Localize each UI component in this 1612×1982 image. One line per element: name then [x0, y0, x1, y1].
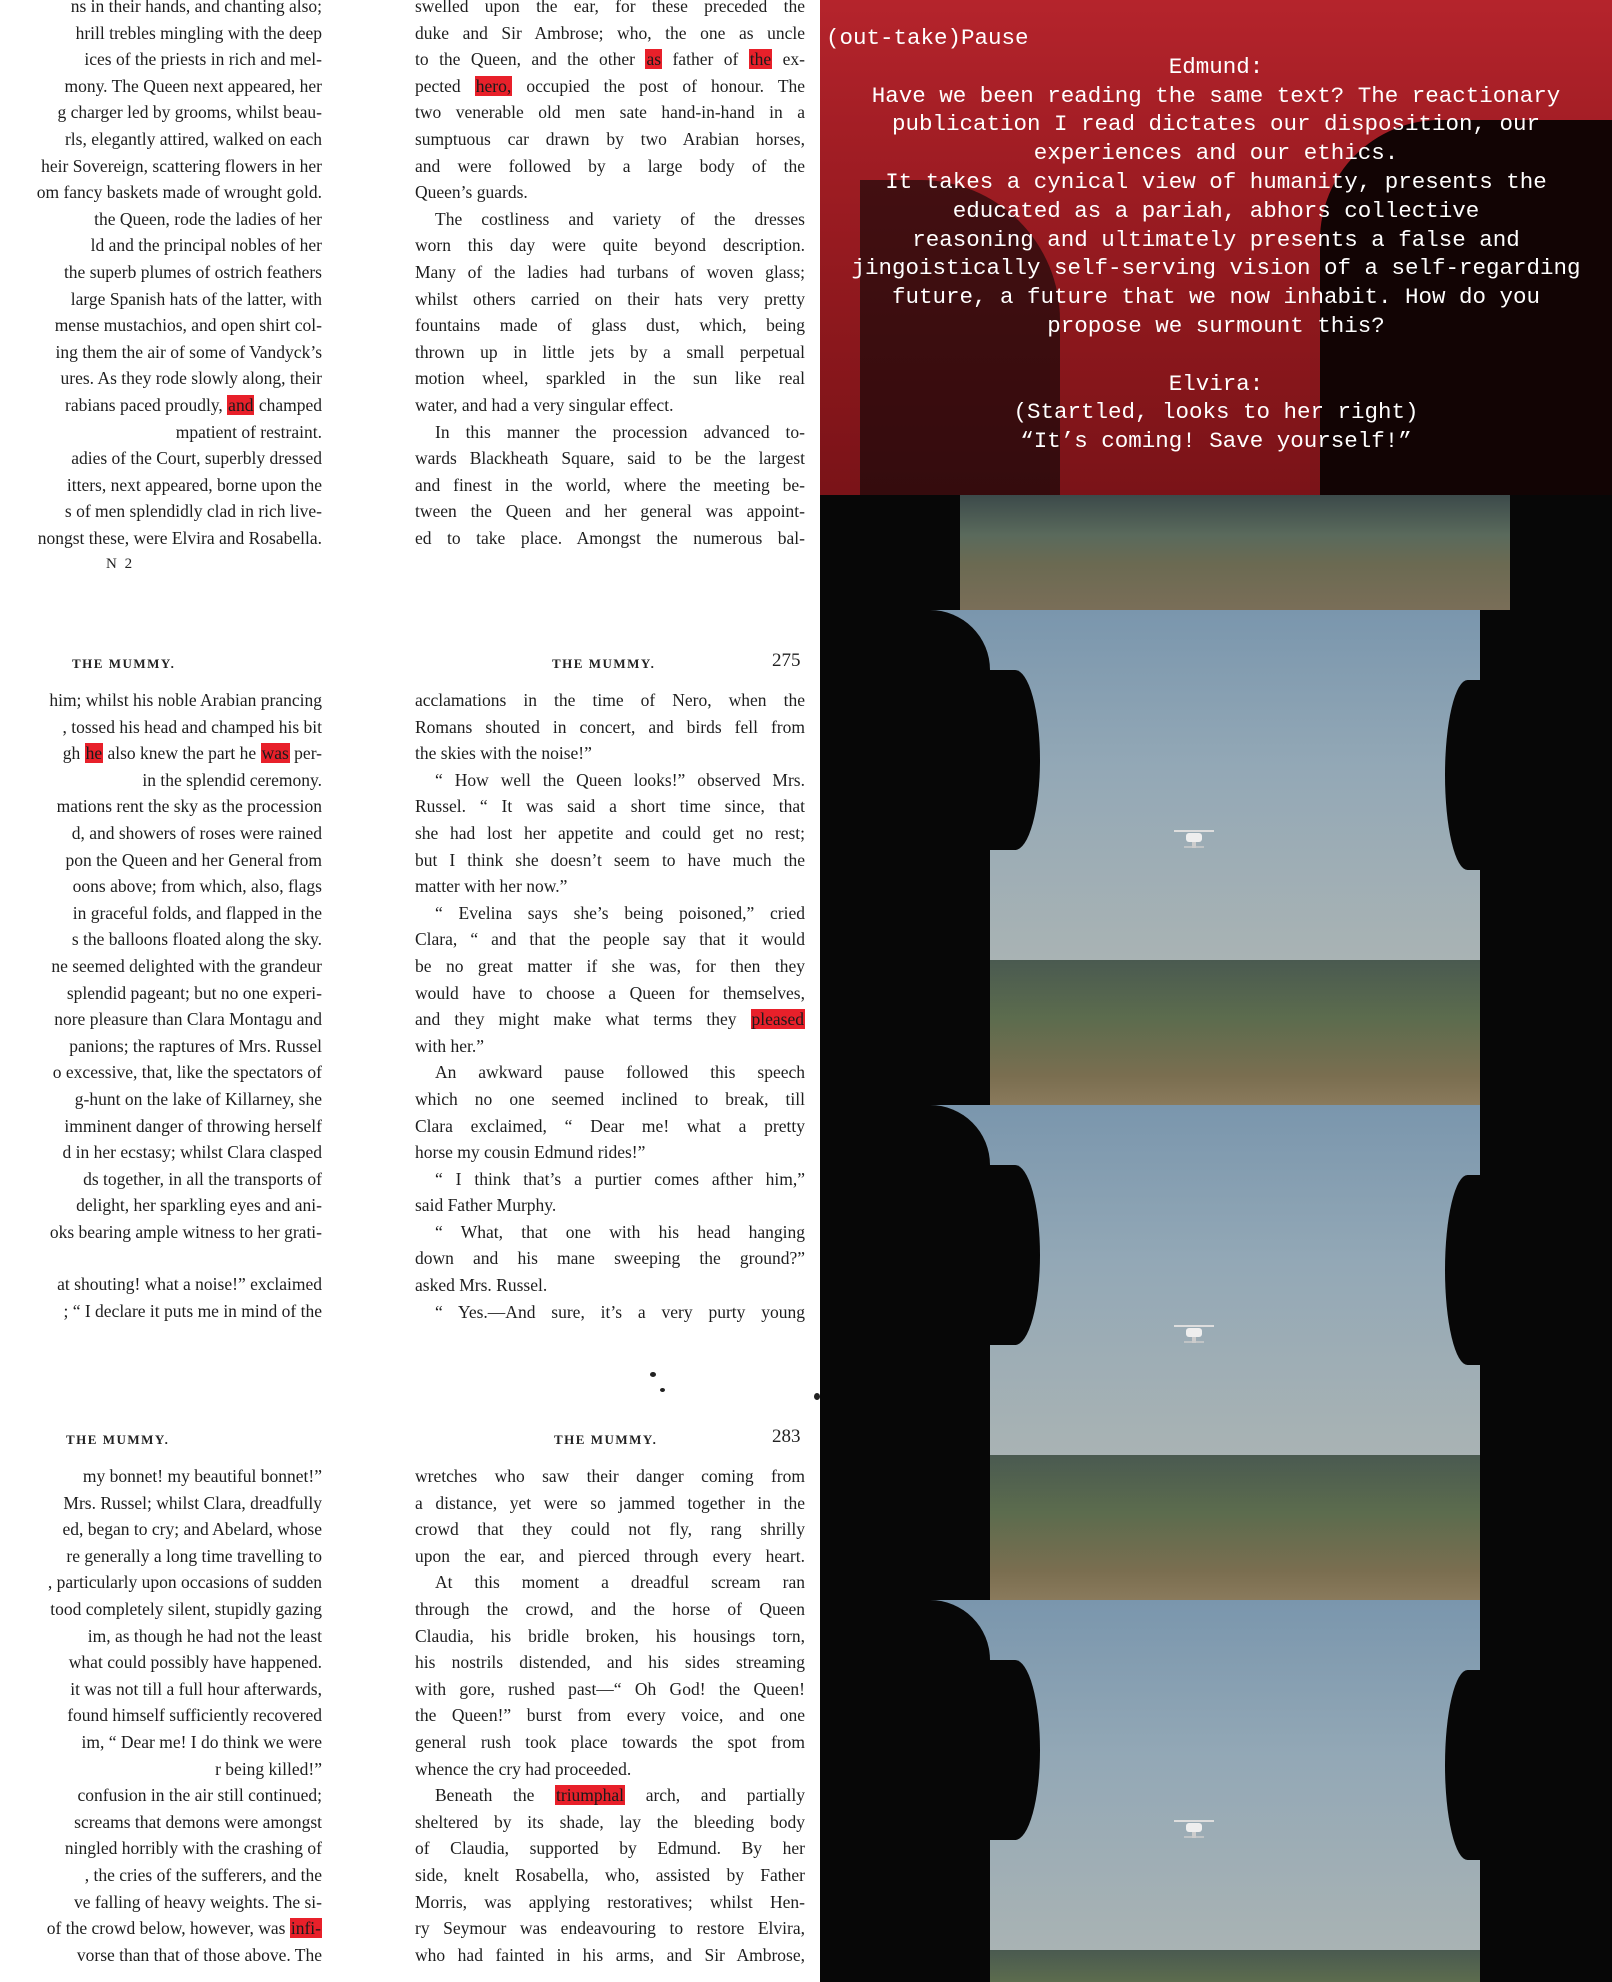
text-line: of Claudia, supported by Edmund. By her [415, 1838, 805, 1859]
text-line: im, “ Dear me! I do think we were [81, 1731, 322, 1752]
text-line: duke and Sir Ambrose; who, the one as uncle [415, 22, 805, 43]
text-line: hrill trebles mingling with the deep [75, 22, 322, 43]
text-line: the Queen!” burst from every voice, and one [415, 1705, 805, 1726]
highlighted-word: hero, [475, 75, 512, 96]
text-line: Russel. “ It was said a short time since, that [415, 796, 805, 817]
text-line: rls, elegantly attired, walked on each [64, 128, 322, 149]
text-line: tween the Queen and her general was appoint- [415, 501, 805, 522]
speech-line: “It’s coming! Save yourself!” [1020, 428, 1412, 455]
speaker-name: Edmund: [1168, 53, 1264, 80]
text-line: swelled upon the ear, for these preceded the [415, 0, 805, 16]
film-frame-4 [820, 1600, 1612, 1982]
speech-line: future, a future that we now inhabit. How do you [891, 284, 1541, 311]
text-line: ds together, in all the transports of [83, 1168, 322, 1189]
running-header-left: THE MUMMY. [66, 1432, 170, 1447]
film-frame-2 [820, 610, 1612, 1105]
text-line: with gore, rushed past—“ Oh God! the Queen! [415, 1678, 805, 1699]
silhouette-left-profile [990, 1660, 1040, 1840]
text-line: nongst these, were Elvira and Rosabella. [37, 527, 322, 548]
text-line: side, knelt Rosabella, who, assisted by Father [415, 1864, 805, 1885]
text-line: s of men splendidly clad in rich live- [64, 501, 322, 522]
silhouette-right [1510, 495, 1612, 610]
text-line: o excessive, that, like the spectators of [52, 1062, 322, 1083]
highlighted-word: the [749, 49, 772, 70]
text-line [415, 1006, 805, 1033]
silhouette-left [820, 610, 990, 1105]
silhouette-right [1480, 1105, 1612, 1600]
text-line: Mrs. Russel; whilst Clara, dreadfully [63, 1492, 322, 1513]
block1-left-column [0, 0, 322, 551]
text-line: the superb plumes of ostrich feathers [63, 261, 322, 282]
ink-speck [650, 1372, 656, 1377]
text-line: who had fainted in his arms, and Sir Ambrose, [415, 1944, 805, 1965]
text-line: horse my cousin Edmund rides!” [415, 1142, 646, 1163]
text-line: s the balloons floated along the sky. [71, 929, 322, 950]
block3-right-column [415, 1463, 805, 1968]
silhouette-right-profile [1445, 1670, 1490, 1860]
text-line: large Spanish hats of the latter, with [70, 288, 322, 309]
text-line: sumptuous car drawn by two Arabian horses, [415, 128, 805, 149]
silhouette-left [820, 1105, 990, 1600]
film-frame-3 [820, 1105, 1612, 1600]
outtake-label: (out-take)Pause [826, 25, 1029, 51]
text-fragment: arch, and partially [645, 1785, 806, 1806]
text-line: acclamations in the time of Nero, when the [415, 690, 805, 710]
text-fragment: pected [415, 75, 461, 96]
page-number: 283 [772, 1426, 801, 1447]
text-line: ; “ I declare it puts me in mind of the [63, 1301, 322, 1322]
text-line: re generally a long time travelling to [66, 1545, 322, 1566]
text-line: general rush took place towards the spot from [415, 1731, 805, 1752]
text-line: which no one seemed inclined to break, till [415, 1088, 805, 1109]
highlighted-word: he [85, 743, 103, 764]
text-line: Clara, “ and that the people say that it would [415, 929, 805, 950]
speech-line: reasoning and ultimately presents a false and [912, 226, 1520, 253]
drone-icon [1170, 825, 1218, 851]
text-line: would have to choose a Queen for themselves, [415, 982, 805, 1003]
speech-line: propose we surmount this? [1047, 312, 1385, 339]
text-line: asked Mrs. Russel. [415, 1275, 548, 1296]
speech-line: educated as a pariah, abhors collective [952, 197, 1480, 224]
text-line: “ Yes.—And sure, it’s a very purty young [435, 1301, 805, 1322]
text-line: mony. The Queen next appeared, her [64, 75, 322, 96]
text-fragment: occupied the post of honour. The [526, 75, 806, 96]
text-line: , particularly upon occasions of sudden [47, 1572, 322, 1593]
text-line: Queen’s guards. [415, 182, 528, 203]
text-line: wretches who saw their danger coming from [415, 1466, 805, 1486]
running-header-left: THE MUMMY. [72, 656, 176, 671]
block3-left-column [0, 1463, 322, 1968]
text-line: ed to take place. Amongst the numerous bal- [415, 527, 805, 548]
film-frame-landscape-strip [820, 495, 1612, 610]
speech-line: Have we been reading the same text? The reactionary [871, 82, 1561, 109]
text-line: ns in their hands, and chanting also; [70, 0, 322, 16]
text-line: “ How well the Queen looks!” observed Mrs. [435, 769, 805, 790]
stage-direction: (Startled, looks to her right) [1013, 399, 1419, 426]
text-line: be no great matter if she was, for then they [415, 955, 805, 976]
text-line: the skies with the noise!” [415, 743, 592, 764]
text-fragment: ex- [782, 49, 806, 70]
text-line: ry Seymour was endeavouring to restore Elvira, [415, 1918, 805, 1939]
text-line: At this moment a dreadful scream ran [435, 1572, 805, 1593]
text-line: whence the cry had proceeded. [415, 1758, 632, 1779]
silhouette-left [820, 1600, 990, 1982]
text-line: with her.” [415, 1035, 485, 1056]
text-line: ne seemed delighted with the grandeur [51, 955, 322, 976]
text-line: delight, her sparkling eyes and ani- [76, 1195, 322, 1216]
text-fragment: champed [258, 394, 322, 415]
text-fragment: he [239, 743, 257, 764]
dialogue-text [820, 24, 1612, 456]
text-line: ningled horribly with the crashing of [64, 1838, 322, 1859]
text-line: in the splendid ceremony. [142, 769, 322, 790]
text-line: it was not till a full hour afterwards, [70, 1678, 322, 1699]
text-line: imminent danger of throwing herself [64, 1115, 322, 1136]
text-line [0, 1915, 322, 1942]
text-line: An awkward pause followed this speech [435, 1062, 805, 1083]
text-line: thrown up in little jets by a small perpetual [415, 341, 805, 362]
silhouette-right [1480, 1600, 1612, 1982]
page-number: 275 [772, 650, 801, 671]
text-line: Claudia, his bridle broken, his housings torn, [415, 1625, 805, 1646]
text-line: Morris, was applying restoratives; whilst Hen- [415, 1891, 805, 1912]
text-line: d in her ecstasy; whilst Clara clasped [62, 1142, 322, 1163]
text-line: ices of the priests in rich and mel- [84, 49, 322, 70]
speech-line: jingoistically self-serving vision of a self-regarding [851, 255, 1581, 282]
text-line: itters, next appeared, borne upon the [66, 474, 322, 495]
drone-icon [1170, 1320, 1218, 1346]
text-line [415, 46, 805, 73]
text-line: im, as though he had not the least [87, 1625, 322, 1646]
page-signature: N 2 [106, 556, 135, 572]
text-line [415, 1782, 805, 1809]
text-line: g-hunt on the lake of Killarney, she [74, 1088, 322, 1109]
running-header-right: THE MUMMY. [552, 656, 656, 671]
text-line: screams that demons were amongst [74, 1811, 322, 1832]
text-line: oks bearing ample witness to her grati- [49, 1221, 322, 1242]
text-line: tood completely silent, stupidly gazing [50, 1598, 322, 1619]
text-line: oons above; from which, also, flags [72, 876, 322, 897]
text-line: “ I think that’s a purtier comes afther him,” [435, 1168, 805, 1189]
text-line: crowd that they could not fly, rang shrilly [415, 1519, 805, 1540]
text-line: fountains made of glass dust, which, being [415, 315, 805, 336]
text-line [0, 392, 322, 419]
text-line: motion wheel, sparkled in the sun like real [415, 368, 805, 389]
text-line: , the cries of the sufferers, and the [84, 1864, 322, 1885]
silhouette-left-profile [990, 1165, 1040, 1345]
silhouette-right-profile [1445, 1175, 1490, 1365]
silhouette-right-profile [1445, 680, 1490, 870]
text-line: found himself sufficiently recovered [67, 1705, 322, 1726]
text-line: what could possibly have happened. [68, 1652, 322, 1673]
text-line: In this manner the procession advanced to- [435, 421, 805, 442]
text-line: The costliness and variety of the dresses [435, 208, 805, 229]
text-line: “ Evelina says she’s being poisoned,” cried [435, 902, 805, 923]
speech-line: publication I read dictates our disposition, our [891, 111, 1541, 138]
text-fragment: to the Queen, and the other [415, 49, 635, 70]
text-line: , tossed his head and champed his bit [62, 716, 322, 737]
text-line: g charger led by grooms, whilst beau- [57, 102, 322, 123]
block2-left-column [0, 687, 322, 1325]
text-line: d, and showers of roses were rained [71, 822, 322, 843]
text-line: Many of the ladies had turbans of woven glass; [415, 261, 805, 282]
text-line: pon the Queen and her General from [65, 849, 322, 870]
text-line: om fancy baskets made of wrought gold. [36, 182, 322, 203]
text-line: ve falling of heavy weights. The si- [73, 1891, 322, 1912]
text-line: but I think she doesn’t seem to have much the [415, 849, 805, 870]
text-line: him; whilst his noble Arabian prancing [49, 690, 322, 710]
text-line: a distance, yet were so jammed together in the [415, 1492, 805, 1513]
text-line: worn this day were quite beyond description. [415, 235, 805, 256]
text-fragment: father of [672, 49, 739, 70]
text-line: adies of the Court, superbly dressed [71, 448, 322, 469]
text-line: vorse than that of those above. The [76, 1944, 322, 1965]
block2-right-column [415, 687, 805, 1325]
text-line: Clara exclaimed, “ Dear me! what a pretty [415, 1115, 805, 1136]
text-line: ing them the air of some of Vandyck’s [55, 341, 322, 362]
text-line: his nostrils distended, and his sides streaming [415, 1652, 805, 1673]
text-line: the Queen, rode the ladies of her [94, 208, 322, 229]
text-line: heir Sovereign, scattering flowers in her [41, 155, 322, 176]
text-line: ld and the principal nobles of her [90, 235, 322, 256]
text-line: upon the ear, and pierced through every heart. [415, 1545, 805, 1566]
text-line: wards Blackheath Square, said to be the largest [415, 448, 805, 469]
text-line: at shouting! what a noise!” exclaimed [57, 1274, 322, 1295]
text-fragment: Beneath the [435, 1785, 535, 1806]
text-line: water, and had a very singular effect. [415, 394, 674, 415]
highlighted-word: was [261, 743, 289, 764]
running-header-right: THE MUMMY. [554, 1432, 658, 1447]
text-line: my bonnet! my beautiful bonnet!” [82, 1466, 322, 1486]
text-line: nore pleasure than Clara Montagu and [54, 1009, 322, 1030]
text-fragment: also knew the part [107, 743, 236, 764]
text-fragment: rabians paced proudly, [65, 394, 223, 415]
text-line: two venerable old men sate hand-in-hand in a [415, 102, 805, 123]
text-line: confusion in the air still continued; [77, 1785, 322, 1806]
text-line: and were followed by a large body of the [415, 155, 805, 176]
text-line: “ What, that one with his head hanging [435, 1221, 805, 1242]
text-line: panions; the raptures of Mrs. Russel [69, 1035, 322, 1056]
text-line: sheltered by its shade, lay the bleeding body [415, 1811, 805, 1832]
text-line: r being killed!” [215, 1758, 322, 1779]
text-line: ed, began to cry; and Abelard, whose [62, 1519, 322, 1540]
text-line: mense mustachios, and open shirt col- [54, 315, 322, 336]
text-line: matter with her now.” [415, 876, 568, 897]
highlighted-word: as [646, 49, 662, 70]
silhouette-left-profile [990, 670, 1040, 850]
text-fragment: per- [294, 743, 322, 764]
ink-speck [660, 1388, 665, 1392]
highlighted-word: pleased [751, 1009, 805, 1030]
silhouette-right [1480, 610, 1612, 1105]
text-fragment: of the crowd below, however, was [46, 1918, 286, 1939]
text-fragment: and they might make what terms they [415, 1009, 737, 1030]
highlighted-word: and [228, 394, 254, 415]
silhouette-left [820, 495, 960, 610]
speech-line: experiences and our ethics. [1033, 140, 1399, 167]
text-line [415, 73, 805, 100]
drone-icon [1170, 1815, 1218, 1841]
text-line: mpatient of restraint. [175, 421, 322, 442]
block1-right-column [415, 0, 805, 551]
text-line: mations rent the sky as the procession [56, 796, 322, 817]
speaker-name: Elvira: [1168, 370, 1264, 397]
film-strip-panel [820, 0, 1612, 1982]
text-line: Romans shouted in concert, and birds fell from [415, 716, 805, 737]
text-line: and finest in the world, where the meeting be- [415, 474, 805, 495]
text-fragment: gh [62, 743, 81, 764]
text-line [0, 740, 322, 767]
text-line: whilst others carried on their hats very pretty [415, 288, 805, 309]
text-line: ures. As they rode slowly along, their [60, 368, 322, 389]
text-line: through the crowd, and the horse of Queen [415, 1598, 805, 1619]
text-line: said Father Murphy. [415, 1195, 557, 1216]
speech-line: It takes a cynical view of humanity, presents the [885, 168, 1547, 195]
text-line: down and his mane sweeping the ground?” [415, 1248, 805, 1269]
text-line: splendid pageant; but no one experi- [66, 982, 322, 1003]
highlighted-word: infi- [290, 1918, 321, 1939]
text-line: she had lost her appetite and could get no rest; [415, 822, 805, 843]
highlighted-word: triumphal [556, 1785, 625, 1806]
text-line: in graceful folds, and flapped in the [72, 902, 322, 923]
